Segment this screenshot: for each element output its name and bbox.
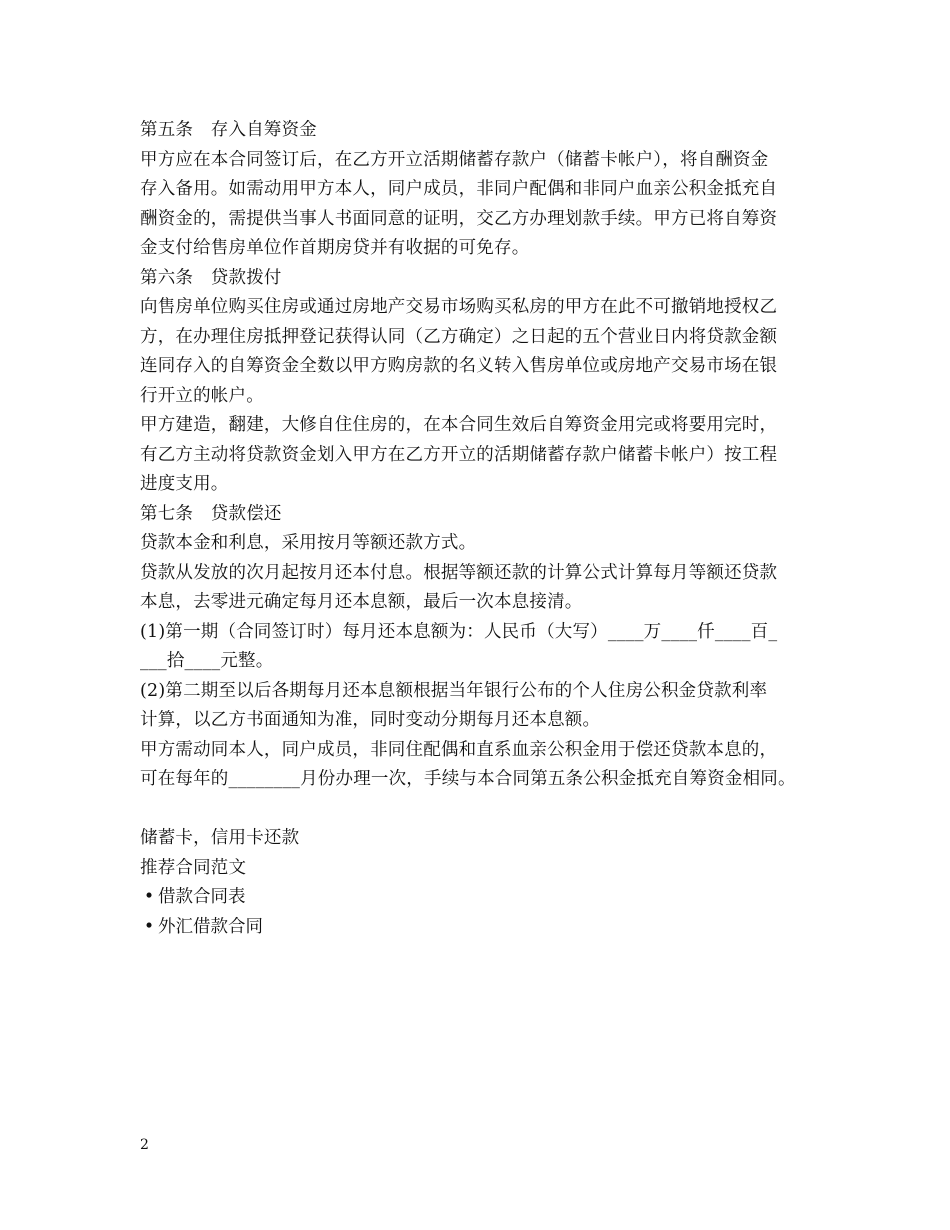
page-number: 2	[140, 1137, 149, 1153]
paragraph-line: (2)第二期至以后各期每月还本息额根据当年银行公布的个人住房公积金贷款利率	[140, 680, 768, 701]
paragraph-line: 金支付给售房单位作首期房贷并有收据的可免存。	[140, 238, 530, 258]
paragraph-line: 甲方需动同本人，同户成员，非同住配偶和直系血亲公积金用于偿还贷款本息的，	[140, 739, 778, 760]
paragraph-line: 有乙方主动将贷款资金划入甲方在乙方开立的活期储蓄存款户储蓄卡帐户）按工程	[140, 444, 778, 465]
bullet-icon: •	[143, 916, 155, 937]
paragraph-line: ___拾____元整。	[140, 651, 274, 671]
paragraph-line: (1)第一期（合同签订时）每月还本息额为：人民币（大写）____万____仟____百_	[140, 621, 778, 642]
paragraph-line: 连同存入的自筹资金全数以甲方购房款的名义转入售房单位或房地产交易市场在银	[140, 356, 778, 376]
paragraph-line: 存入备用。如需动用甲方本人，同户成员，非同户配偶和非同户血亲公积金抵充自	[140, 179, 778, 199]
paragraph-line: 本息，去零进元确定每月还本息额，最后一次本息接清。	[140, 592, 583, 612]
recommended-link-foreign-exchange-loan[interactable]	[140, 913, 830, 943]
recommended-link-loan-contract-form[interactable]	[140, 883, 830, 913]
document-body	[140, 116, 830, 942]
blank-line	[140, 795, 830, 825]
repayment-title: 储蓄卡，信用卡还款	[140, 828, 300, 848]
paragraph-line: 行开立的帐户。	[140, 385, 264, 406]
contract-text-section	[140, 116, 830, 795]
section-heading-article-7: 第七条 贷款偿还	[140, 503, 282, 524]
paragraph-line: 甲方应在本合同签订后，在乙方开立活期储蓄存款户（储蓄卡帐户），将自酬资金	[140, 149, 769, 170]
paragraph-line: 计算，以乙方书面通知为准，同时变动分期每月还本息额。	[140, 710, 601, 730]
section-heading-article-6: 第六条 贷款拨付	[140, 267, 282, 288]
paragraph-line: 甲方建造，翻建，大修自住住房的，在本合同生效后自筹资金用完或将要用完时，	[140, 415, 778, 435]
paragraph-line: 贷款从发放的次月起按月还本付息。根据等额还款的计算公式计算每月等额还贷款	[140, 562, 778, 583]
paragraph-line: 可在每年的________月份办理一次，手续与本合同第五条公积金抵充自筹资金相同。	[140, 769, 796, 789]
paragraph-line: 酬资金的，需提供当事人书面同意的证明，交乙方办理划款手续。甲方已将自筹资	[140, 208, 778, 229]
link-label: 外汇借款合同	[158, 916, 263, 937]
paragraph-line: 方，在办理住房抵押登记获得认同（乙方确定）之日起的五个营业日内将贷款金额	[140, 326, 778, 347]
paragraph-line: 贷款本金和利息，采用按月等额还款方式。	[140, 533, 477, 553]
recommended-heading: 推荐合同范文	[140, 857, 247, 878]
bullet-icon: •	[143, 887, 155, 907]
related-section	[140, 824, 830, 942]
section-heading-article-5: 第五条 存入自筹资金	[140, 120, 317, 140]
paragraph-line: 向售房单位购买住房或通过房地产交易市场购买私房的甲方在此不可撤销地授权乙	[140, 297, 778, 317]
link-label: 借款合同表	[158, 887, 246, 907]
paragraph-line: 进度支用。	[140, 474, 229, 494]
